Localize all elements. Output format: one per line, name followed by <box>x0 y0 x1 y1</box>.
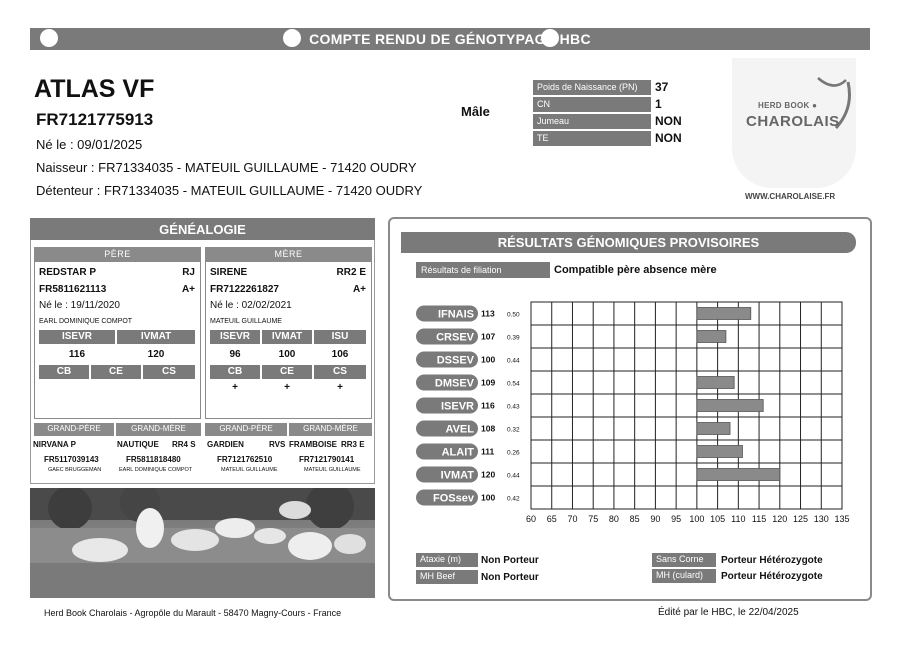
x-tick-label: 125 <box>793 514 809 524</box>
carrier-label: MH Beef <box>416 570 478 584</box>
grandparent-id: FR5117039143 <box>44 455 99 464</box>
info-row <box>533 80 703 97</box>
grandparent-breeder: EARL DOMINIQUE COMPOT <box>119 467 193 473</box>
index-bar <box>697 446 743 458</box>
animal-id: FR7121775913 <box>36 110 154 129</box>
grandparent-header: GRAND-MÈRE <box>289 423 372 436</box>
pere-name: REDSTAR P <box>39 267 97 278</box>
plot-frame <box>531 302 842 509</box>
mere-index-label: ISEVR <box>210 330 260 344</box>
index-cd: 0.43 <box>507 403 520 411</box>
report-title: COMPTE RENDU DE GÉNOTYPAGE HBC <box>309 31 591 47</box>
index-value: 116 <box>481 400 495 411</box>
pere-index-value: 116 <box>68 349 86 360</box>
grandparent-header: GRAND-PÈRE <box>34 423 114 436</box>
index-name: IVMAT <box>440 469 474 482</box>
x-tick-label: 135 <box>834 514 850 524</box>
cattle-photo-illustration <box>30 488 375 598</box>
mere-index-value: 100 <box>278 349 296 360</box>
genomic-index-chart <box>414 298 854 534</box>
x-tick-label: 120 <box>772 514 788 524</box>
detenteur-label: Détenteur : <box>36 183 101 198</box>
grandparent-name: FRAMBOISE <box>289 440 337 449</box>
carrier-value: Non Porteur <box>481 572 539 583</box>
index-value: 111 <box>481 446 495 457</box>
pere-quality-label: CE <box>91 365 141 379</box>
mere-id: FR7122261827 <box>210 284 279 295</box>
x-tick-label: 70 <box>567 514 578 524</box>
index-value: 107 <box>481 331 496 342</box>
footer-address: Herd Book Charolais - Agropôle du Marault - 58470 Magny-Cours - France <box>44 608 342 618</box>
x-tick-label: 85 <box>629 514 640 524</box>
index-value: 100 <box>481 492 496 503</box>
index-value: 120 <box>481 469 496 480</box>
x-tick-label: 90 <box>650 514 661 524</box>
mere-index-label: IVMAT <box>262 330 312 344</box>
logo-herd-text: HERD BOOK ● <box>758 101 818 110</box>
mere-quality-label: CE <box>262 365 312 379</box>
mere-index-value: 106 <box>331 349 349 360</box>
index-name: CRSEV <box>436 331 474 344</box>
pere-header: PÈRE <box>35 248 200 262</box>
mere-quality-value: + <box>284 382 290 393</box>
mere-header: MÈRE <box>206 248 371 262</box>
info-label: TE <box>533 131 651 146</box>
index-cd: 0.26 <box>507 449 520 457</box>
index-value: 109 <box>481 377 496 388</box>
logo-brand-text: CHAROLAIS <box>746 113 840 130</box>
index-cd: 0.39 <box>507 334 520 342</box>
grandparent-breeder: GAEC BRUGGEMAN <box>48 467 102 473</box>
carrier-label: Sans Corne <box>652 553 716 567</box>
cattle-photo <box>30 488 375 598</box>
genealogy-title: GÉNÉALOGIE <box>30 218 375 240</box>
index-cd: 0.42 <box>507 495 520 503</box>
x-tick-label: 65 <box>546 514 557 524</box>
mere-name: SIRENE <box>210 267 248 278</box>
grandparent-id: FR5811818480 <box>126 455 181 464</box>
index-bar <box>697 308 751 320</box>
pere-code: RJ <box>182 267 195 278</box>
info-row <box>533 131 703 148</box>
info-row <box>533 114 703 131</box>
mere-breeder: MATEUIL GUILLAUME <box>210 318 282 325</box>
pere-grade: A+ <box>181 284 195 295</box>
index-cd: 0.54 <box>507 380 520 388</box>
grandparent-code: RR4 S <box>172 440 196 449</box>
mere-quality-label: CB <box>210 365 260 379</box>
index-cd: 0.44 <box>507 357 520 365</box>
grandparent-header: GRAND-PÈRE <box>205 423 287 436</box>
mere-birth: Né le : 02/02/2021 <box>210 300 292 311</box>
pere-birth: Né le : 19/11/2020 <box>39 300 120 311</box>
grandparent-breeder: MATEUIL GUILLAUME <box>304 467 361 473</box>
index-value: 100 <box>481 354 496 365</box>
pere-card <box>34 247 201 419</box>
x-tick-label: 130 <box>813 514 829 524</box>
website-link[interactable]: WWW.CHAROLAISE.FR <box>745 192 836 201</box>
x-tick-label: 100 <box>689 514 705 524</box>
index-cd: 0.50 <box>507 311 520 319</box>
pere-index-label: ISEVR <box>39 330 115 344</box>
mere-quality-value: + <box>232 382 238 393</box>
naisseur-value: FR71334035 - MATEUIL GUILLAUME - 71420 OUDRY <box>98 160 417 175</box>
animal-name: ATLAS VF <box>34 75 155 103</box>
grandparent-id: FR7121762510 <box>217 455 273 464</box>
info-label: Jumeau <box>533 114 651 129</box>
detenteur-value: FR71334035 - MATEUIL GUILLAUME - 71420 OUDRY <box>103 183 423 198</box>
x-tick-label: 75 <box>588 514 599 524</box>
index-bar <box>697 377 734 389</box>
index-name: DMSEV <box>434 377 474 390</box>
info-label: Poids de Naissance (PN) <box>533 80 651 95</box>
filiation-value: Compatible père absence mère <box>554 264 717 276</box>
grandparent-code: RVS <box>269 440 286 449</box>
carrier-value: Porteur Hétérozygote <box>721 555 823 566</box>
x-tick-label: 80 <box>608 514 619 524</box>
info-value: NON <box>655 114 682 128</box>
results-title: RÉSULTATS GÉNOMIQUES PROVISOIRES <box>401 232 856 253</box>
mere-grade: A+ <box>352 284 366 295</box>
index-name: ISEVR <box>440 400 474 413</box>
grandparent-code: RR3 E <box>341 440 365 449</box>
index-bar <box>697 400 763 412</box>
mere-card <box>205 247 372 419</box>
grandparent-name: NAUTIQUE <box>117 440 159 449</box>
index-cd: 0.32 <box>507 426 520 434</box>
index-bar <box>697 331 726 343</box>
carrier-value: Porteur Hétérozygote <box>721 571 823 582</box>
naisseur-line <box>36 160 417 175</box>
index-name: DSSEV <box>436 354 474 367</box>
filiation-label: Résultats de filiation <box>416 262 550 278</box>
index-value: 113 <box>481 308 495 319</box>
info-label: CN <box>533 97 651 112</box>
pere-index-value: 120 <box>147 349 165 360</box>
grandparent-id: FR7121790141 <box>299 455 355 464</box>
pere-index-label: IVMAT <box>117 330 195 344</box>
index-name: ALAIT <box>441 446 474 459</box>
index-value: 108 <box>481 423 496 434</box>
index-name: AVEL <box>445 423 474 436</box>
mere-code: RR2 E <box>336 267 366 278</box>
index-cd: 0.44 <box>507 472 520 480</box>
pere-id: FR5811621113 <box>39 284 107 295</box>
detenteur-line <box>36 183 422 198</box>
report-banner <box>30 28 870 50</box>
pere-quality-label: CB <box>39 365 89 379</box>
grandparent-name: NIRVANA P <box>33 440 76 449</box>
index-bar <box>697 469 780 481</box>
mere-index-label: ISU <box>314 330 366 344</box>
footer-edited: Édité par le HBC, le 22/04/2025 <box>658 607 799 618</box>
x-tick-label: 95 <box>671 514 682 524</box>
grandparent-name: GARDIEN <box>207 440 244 449</box>
info-value: NON <box>655 131 682 145</box>
x-tick-label: 105 <box>710 514 726 524</box>
pere-breeder: EARL DOMINIQUE COMPOT <box>39 318 133 325</box>
mere-index-value: 96 <box>229 349 241 360</box>
index-name: IFNAIS <box>437 308 474 321</box>
grandparent-header: GRAND-MÈRE <box>116 423 201 436</box>
index-name: FOSsev <box>433 492 474 505</box>
animal-sex: Mâle <box>461 104 490 119</box>
carrier-label: MH (culard) <box>652 569 716 583</box>
x-tick-label: 115 <box>751 514 767 524</box>
carrier-value: Non Porteur <box>481 555 539 566</box>
x-tick-label: 110 <box>731 514 746 524</box>
mere-quality-value: + <box>337 382 343 393</box>
carrier-label: Ataxie (m) <box>416 553 478 567</box>
mere-quality-label: CS <box>314 365 366 379</box>
info-row <box>533 97 703 114</box>
grandparent-breeder: MATEUIL GUILLAUME <box>221 467 278 473</box>
x-tick-label: 60 <box>525 514 537 524</box>
pere-quality-label: CS <box>143 365 195 379</box>
info-value: 1 <box>655 97 662 111</box>
index-bar <box>697 423 730 435</box>
animal-birth-date: Né le : 09/01/2025 <box>36 137 143 152</box>
naisseur-label: Naisseur : <box>36 160 95 175</box>
info-value: 37 <box>655 80 669 94</box>
